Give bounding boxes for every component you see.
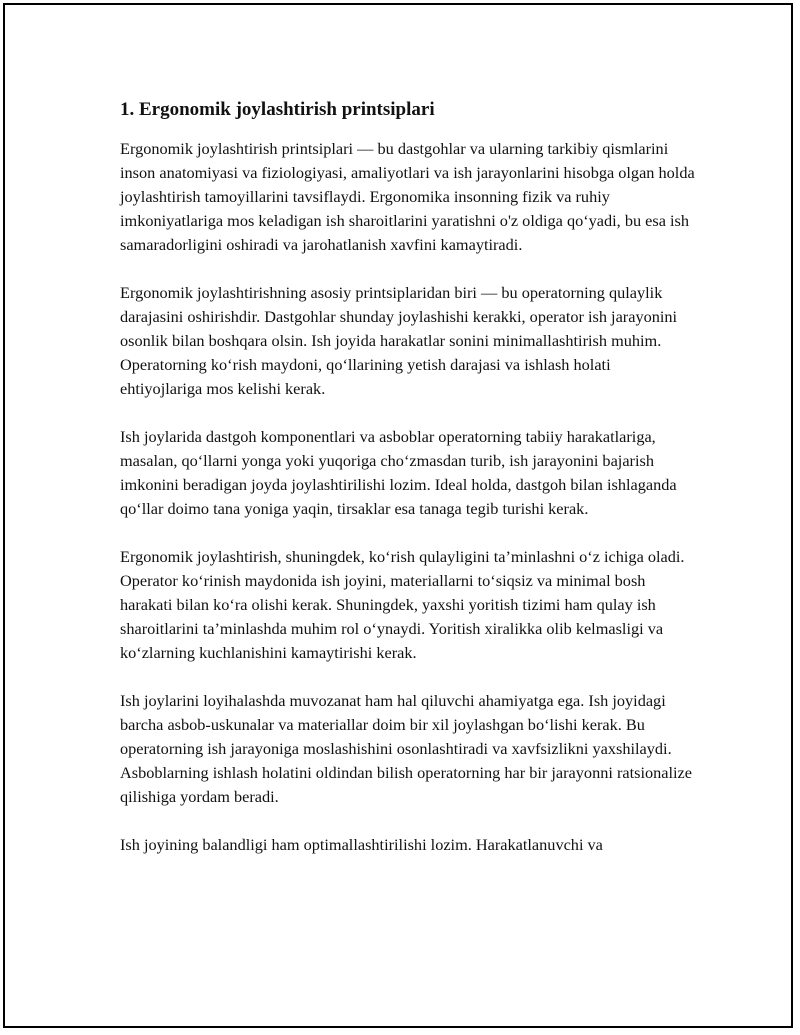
paragraph-1: Ergonomik joylashtirish printsiplari — bu dastgohlar va ularning tarkibiy qismlarini inson anatomiyasi va fiziologiyasi, amaliyotlari va ish jarayonlarini hisobga olgan holda joylashtirish tamoyillarini tavsiflaydi. Ergonomika insonning fizik va ruhiy imkoniyatlariga mos keladigan ish sharoitlarini yaratishni o'z oldiga qo‘yadi, bu esa ish samaradorligini oshiradi va jarohatlanish xavfini kamaytiradi. — [120, 139, 695, 254]
paragraph-5: Ish joylarini loyihalashda muvozanat ham hal qiluvchi ahamiyatga ega. Ish joyidagi barcha asbob-uskunalar va materiallar doim bir xil joylashgan bo‘lishi kerak. Bu operatorning ish jarayoniga moslashishini osonlashtiradi va xavfsizlikni yaxshilaydi. Asboblarning ishlash holatini oldindan bilish operatorning har bir jarayonni ratsionalize qilishiga yordam beradi. — [120, 691, 692, 806]
paragraph-4: Ergonomik joylashtirish, shuningdek, ko‘rish qulayligini ta’minlashni o‘z ichiga oladi. Operator ko‘rinish maydonida ish joyini, materiallarni to‘siqsiz va minimal bosh harakati bilan ko‘ra olishi kerak. Shuningdek, yaxshi yoritish tizimi ham qulay ish sharoitlarini ta’minlashda muhim rol o‘ynaydi. Yoritish xiralikka olib kelmasligi va ko‘zlarning kuchlanishini kamaytirishi kerak. — [120, 547, 685, 662]
paragraph-2: Ergonomik joylashtirishning asosiy printsiplaridan biri — bu operatorning qulaylik darajasini oshirishdir. Dastgohlar shunday joylashishi kerakki, operator ish jarayonini osonlik bilan boshqara olsin. Ish joyida harakatlar sonini minimallashtirish muhim. Operatorning ko‘rish maydoni, qo‘llarining yetish darajasi va ishlash holati ehtiyojlariga mos kelishi kerak. — [120, 283, 678, 398]
paragraph-6: Ish joyining balandligi ham optimallashtirilishi lozim. Harakatlanuvchi va — [120, 835, 603, 854]
document-content — [120, 97, 695, 881]
document-page — [3, 3, 793, 1028]
paragraph-3: Ish joylarida dastgoh komponentlari va asboblar operatorning tabiiy harakatlariga, masalan, qo‘llarni yonga yoki yuqoriga cho‘zmasdan turib, ish jarayonini bajarish imkonini beradigan joyda joylashtirilishi lozim. Ideal holda, dastgoh bilan ishlaganda qo‘llar doimo tana yoniga yaqin, tirsaklar esa tanaga tegib turishi kerak. — [120, 427, 677, 518]
section-heading: 1. Ergonomik joylashtirish printsiplari — [120, 99, 435, 120]
